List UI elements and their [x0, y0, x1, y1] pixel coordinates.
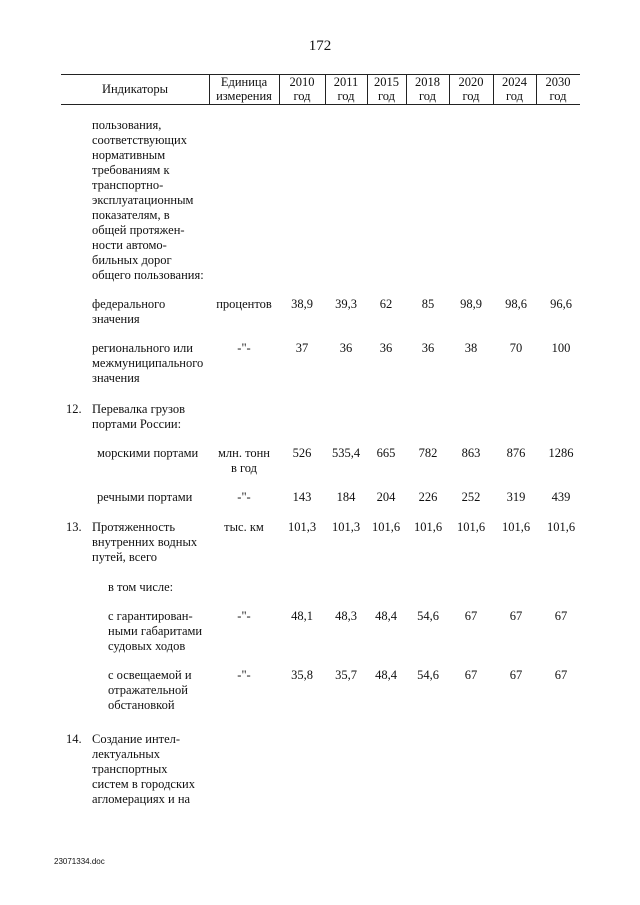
indicator-label-line: морскими портами: [97, 446, 199, 460]
indicator-text-line: эксплуатационным: [92, 193, 194, 207]
value-cell: 98,9: [460, 297, 482, 311]
value-cell: 67: [464, 609, 478, 623]
row-number: 14.: [66, 732, 82, 746]
header-year-2020-line: 2020: [458, 75, 484, 89]
header-unit-line: измерения: [216, 89, 272, 103]
header-year-2024-line: год: [505, 89, 524, 103]
indicator-label-line: внутренних водных: [92, 535, 198, 549]
header-indicators: [61, 74, 209, 104]
header-year-2030-line: 2030: [545, 75, 571, 89]
value-cell: 101,6: [456, 520, 486, 534]
indicator-label-line: речными портами: [97, 490, 193, 504]
value-cell: 101,3: [287, 520, 317, 534]
indicator-label-line: лектуальных: [92, 747, 161, 761]
indicator-text-line: общей протяжен-: [92, 223, 185, 237]
header-year-2010-line: год: [293, 89, 311, 103]
indicator-label-line: судовых ходов: [108, 639, 186, 653]
header-year-2030: [536, 74, 580, 104]
header-year-2010: [279, 74, 325, 104]
unit-cell: -"-: [237, 490, 251, 504]
indicator-label-line: Создание интел-: [92, 732, 181, 746]
value-cell: 184: [336, 490, 356, 504]
unit-cell: -"-: [237, 609, 251, 623]
value-cell: 439: [551, 490, 571, 504]
indicator-label-line: регионального или: [92, 341, 193, 355]
value-cell: 101,6: [501, 520, 531, 534]
value-cell: 48,1: [291, 609, 313, 623]
value-cell: 48,3: [335, 609, 357, 623]
header-year-2030-line: год: [549, 89, 567, 103]
row-number: 12.: [66, 402, 82, 416]
indicator-text-line: пользования,: [92, 118, 162, 132]
header-year-2011: [325, 74, 367, 104]
value-cell: 38,9: [291, 297, 313, 311]
indicator-label-line: портами России:: [92, 417, 182, 431]
value-cell: 101,6: [546, 520, 576, 534]
value-cell: 96,6: [550, 297, 572, 311]
table-header-rule: [61, 104, 580, 105]
indicator-text-line: транспортно-: [92, 178, 164, 192]
indicator-label-line: значения: [92, 371, 140, 385]
header-year-2015: [367, 74, 406, 104]
value-cell: 37: [295, 341, 309, 355]
row-number: 13.: [66, 520, 82, 534]
header-year-2018-line: год: [418, 89, 437, 103]
value-cell: 67: [464, 668, 478, 682]
indicator-label-line: ными габаритами: [108, 624, 203, 638]
value-cell: 35,8: [291, 668, 313, 682]
indicator-label-line: агломерациях и на: [92, 792, 191, 806]
unit-cell: тыс. км: [224, 520, 264, 534]
indicator-label-line: транспортных: [92, 762, 168, 776]
value-cell: 98,6: [505, 297, 527, 311]
value-cell: 39,3: [335, 297, 357, 311]
header-year-2010-line: 2010: [289, 75, 315, 89]
value-cell: 535,4: [331, 446, 361, 460]
indicator-text-line: общего пользования:: [92, 268, 204, 282]
indicator-text-line: нормативным: [92, 148, 166, 162]
indicator-text-line: показателям, в: [92, 208, 170, 222]
indicator-label-line: значения: [92, 312, 140, 326]
header-unit-line: Единица: [220, 75, 268, 89]
indicator-text-line: ности автомо-: [92, 238, 167, 252]
indicator-label-line: межмуниципального: [92, 356, 204, 370]
indicator-text-line: требованиям к: [92, 163, 170, 177]
value-cell: 863: [461, 446, 481, 460]
header-year-2015-line: 2015: [374, 75, 399, 89]
value-cell: 48,4: [375, 668, 397, 682]
value-cell: 526: [292, 446, 312, 460]
header-year-2011-line: 2011: [333, 75, 359, 89]
header-year-2024: [493, 74, 536, 104]
indicator-text-line: бильных дорог: [92, 253, 172, 267]
value-cell: 1286: [548, 446, 574, 460]
header-indicators-line: Индикаторы: [101, 82, 169, 96]
value-cell: 36: [379, 341, 393, 355]
value-cell: 876: [506, 446, 526, 460]
unit-cell: -"-: [237, 668, 251, 682]
value-cell: 67: [554, 609, 568, 623]
value-cell: 70: [509, 341, 523, 355]
value-cell: 252: [461, 490, 481, 504]
footer-filename: 23071334.doc: [54, 857, 105, 866]
value-cell: 101,6: [413, 520, 443, 534]
indicator-label-line: систем в городских: [92, 777, 195, 791]
header-year-2015-line: год: [377, 89, 396, 103]
value-cell: 36: [339, 341, 353, 355]
value-cell: 782: [418, 446, 438, 460]
value-cell: 67: [554, 668, 568, 682]
unit-cell: процентов: [216, 297, 272, 311]
header-year-2020-line: год: [462, 89, 480, 103]
header-year-2020: [449, 74, 493, 104]
unit-cell: млн. тонн: [217, 446, 270, 460]
indicator-label-line: Протяженность: [92, 520, 176, 534]
value-cell: 100: [551, 341, 571, 355]
header-year-2024-line: 2024: [502, 75, 527, 89]
indicator-label-line: обстановкой: [108, 698, 175, 712]
indicator-label-line: путей, всего: [92, 550, 158, 564]
value-cell: 85: [421, 297, 435, 311]
header-year-2018: [406, 74, 449, 104]
indicator-text-line: соответствующих: [92, 133, 187, 147]
header-year-2011-line: год: [337, 89, 355, 103]
value-cell: 226: [418, 490, 438, 504]
value-cell: 48,4: [375, 609, 397, 623]
indicator-label-line: федерального: [92, 297, 166, 311]
page-number: 172: [308, 38, 332, 54]
value-cell: 101,3: [331, 520, 361, 534]
value-cell: 67: [509, 668, 523, 682]
header-unit: [209, 74, 279, 104]
indicator-label-line: с гарантирован-: [108, 609, 193, 623]
value-cell: 38: [464, 341, 478, 355]
header-year-2018-line: 2018: [415, 75, 440, 89]
value-cell: 35,7: [335, 668, 357, 682]
value-cell: 319: [506, 490, 526, 504]
indicator-label-line: в том числе:: [108, 580, 174, 594]
value-cell: 36: [421, 341, 435, 355]
value-cell: 101,6: [371, 520, 401, 534]
value-cell: 204: [376, 490, 396, 504]
value-cell: 143: [292, 490, 312, 504]
value-cell: 67: [509, 609, 523, 623]
unit-cell: -"-: [237, 341, 251, 355]
value-cell: 54,6: [417, 609, 439, 623]
indicator-label-line: с освещаемой и: [108, 668, 192, 682]
unit-cell: в год: [230, 461, 258, 475]
value-cell: 62: [379, 297, 393, 311]
indicator-label-line: Перевалка грузов: [92, 402, 186, 416]
indicator-label-line: отражательной: [108, 683, 188, 697]
value-cell: 54,6: [417, 668, 439, 682]
value-cell: 665: [376, 446, 396, 460]
